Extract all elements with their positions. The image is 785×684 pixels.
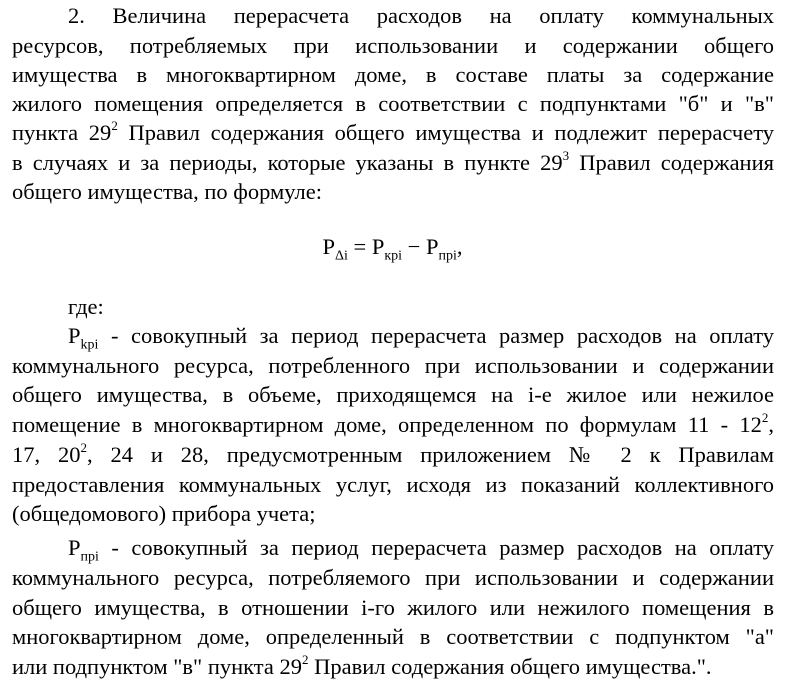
definition-1-line-2: коммунального ресурса, потребленного при использовании и содержании <box>12 353 774 378</box>
definition-2-symbol: P <box>68 535 81 560</box>
definition-1-line-3: общего имущества, в объеме, приходящемся на i-е жилое или нежилое <box>12 382 774 407</box>
paragraph-2-line-2: ресурсов, потребляемых при использовании и содержании общего <box>12 33 774 58</box>
paragraph-2-line-5: пункта $29^2$ Правил содержания общего имущества и подлежит перерасчету <box>12 117 775 145</box>
formula-term-1-subscript: кpi <box>384 248 403 264</box>
definition-1-line-4: помещение в многоквартирном доме, определенном по формулам $11 - 12^2$, <box>12 409 774 437</box>
superscript: 2 <box>761 409 769 425</box>
formula-term-1: P <box>371 234 385 259</box>
paragraph-2-line-3: имущества в многоквартирном доме, в составе платы за содержание <box>12 62 774 87</box>
superscript: 2 <box>111 117 118 133</box>
superscript: 2 <box>80 439 87 455</box>
definition-1-subscript: kpi <box>80 337 99 353</box>
recalculation-formula: $P_{\Delta i} = P_{кpi} - P_{пpi}$, <box>322 234 463 264</box>
where-label: где: <box>68 294 104 319</box>
formula-lhs-subscript: Δi <box>334 248 348 264</box>
definition-1-line-6: предоставления коммунальных услуг, исходя из показаний коллективного <box>12 472 774 497</box>
paragraph-2-line-4: жилого помещения определяется в соответствии с подпунктами "б" и "в" <box>12 91 774 116</box>
formula-term-2-subscript: пpi <box>438 248 457 264</box>
superscript: 3 <box>562 147 570 163</box>
paragraph-2-line-7: общего имущества, по формуле: <box>12 179 322 204</box>
definition-2-line-2: коммунального ресурса, потребляемого при использовании и содержании <box>12 565 774 590</box>
definition-1-line-7: (общедомового) прибора учета; <box>12 501 316 526</box>
definition-2-line-5: или подпунктом "в" пункта $29^2$ Правил содержания общего имущества.". <box>12 651 712 679</box>
definition-2-subscript: пpi <box>80 549 99 565</box>
formula-term-2: P <box>426 234 439 259</box>
definition-1-line-5: 17, $20^2$, 24 и 28, предусмотренным приложением № 2 к Правилам <box>12 439 774 467</box>
formula-lhs: P <box>322 234 335 259</box>
definition-2-line-1: $P_{пpi}$ - совокупный за период перерасчета размер расходов на оплату <box>68 535 774 565</box>
superscript: 2 <box>302 651 309 667</box>
paragraph-2-line-6: в случаях и за периоды, которые указаны в пункте $29^3$ Правил содержания <box>12 147 774 175</box>
definition-1-symbol: P <box>68 323 81 348</box>
definition-2-line-4: многоквартирном доме, определенный в соответствии с подпунктом "а" <box>12 624 774 649</box>
paragraph-2-line-1: 2. Величина перерасчета расходов на оплату коммунальных <box>68 3 774 28</box>
definition-1-line-1: $P_{kpi}$ - совокупный за период перерасчета размер расходов на оплату <box>68 323 774 353</box>
definition-2-line-3: общего имущества, в отношении i-го жилого или нежилого помещения в <box>12 595 774 620</box>
